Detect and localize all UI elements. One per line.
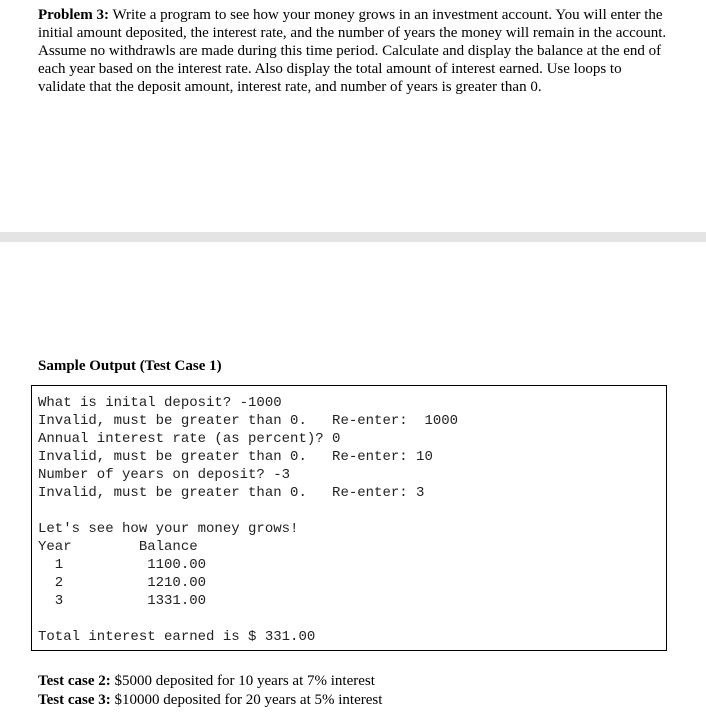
console-line: Total interest earned is $ 331.00 — [38, 629, 316, 645]
console-line: 1 1100.00 — [38, 557, 207, 573]
console-line: 3 1331.00 — [38, 593, 207, 609]
problem-statement — [38, 6, 668, 96]
console-line: What is inital deposit? -1000 — [38, 395, 282, 411]
console-line: Invalid, must be greater than 0. Re-enter: 1000 — [38, 413, 459, 429]
test-case-3 — [38, 691, 382, 709]
sample-output-console — [31, 385, 667, 651]
problem-label: Problem 3: — [38, 7, 109, 23]
console-line: Year Balance — [38, 539, 198, 555]
console-line: Annual interest rate (as percent)? 0 — [38, 431, 341, 447]
section-divider — [0, 232, 706, 242]
test-case-text: $5000 deposited for 10 years at 7% interest — [114, 673, 375, 689]
console-line: 2 1210.00 — [38, 575, 207, 591]
test-case-2 — [38, 672, 375, 690]
test-case-text: $10000 deposited for 20 years at 5% interest — [114, 692, 383, 708]
problem-text: Write a program to see how your money grows in an investment account. You will enter the initial amount deposited, the interest rate, and the number of years the money will remain in the account. Assume no withdrawls are made during this time period. Calculate and display the balance at the end of each year based on the interest rate. Also display the total amount of interest earned. Use loops to validate that the deposit amount, interest rate, and number of years is greater than 0. — [38, 7, 667, 95]
console-line: Invalid, must be greater than 0. Re-enter: 10 — [38, 449, 433, 465]
console-line: Invalid, must be greater than 0. Re-enter: 3 — [38, 485, 425, 501]
console-line: Let's see how your money grows! — [38, 521, 299, 537]
test-case-label: Test case 2: — [38, 673, 111, 689]
sample-output-heading: Sample Output (Test Case 1) — [38, 358, 222, 374]
console-line: Number of years on deposit? -3 — [38, 467, 291, 483]
test-case-label: Test case 3: — [38, 692, 111, 708]
